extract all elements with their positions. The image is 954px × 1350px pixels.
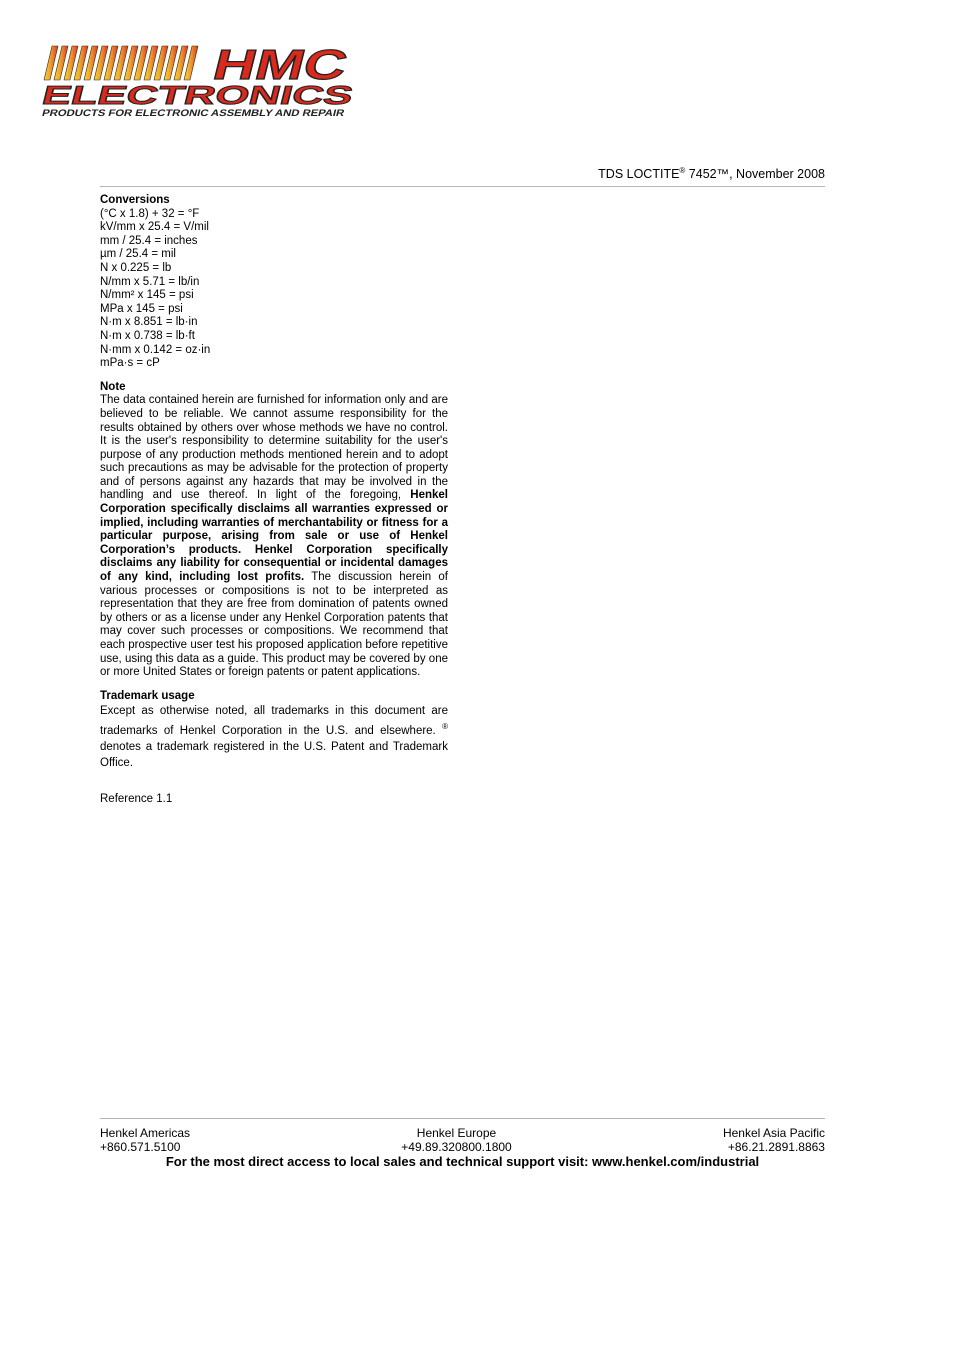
americas-phone: +860.571.5100 xyxy=(100,1140,181,1154)
footer-asia xyxy=(723,1126,825,1154)
note-heading: Note xyxy=(100,380,126,393)
note-disclaimer: Henkel Corporation specifically disclaims all warranties expressed or implied, including warranties of merchantability or fitness for a particular purpose, arising from sale or use of Henkel Corporation’s products. Henkel Corporation specifically disclaims any liability for consequential or incidental damages of any kind, including lost profits. xyxy=(100,489,448,584)
asia-name: Henkel Asia Pacific xyxy=(722,1126,825,1140)
europe-name: Henkel Europe xyxy=(416,1126,497,1140)
logo-stripes xyxy=(44,46,198,80)
conversion-line: N/mm² x 145 = psi xyxy=(100,289,194,302)
europe-phone: +49.89.320800.1800 xyxy=(401,1140,512,1154)
note-text-1: The data contained herein are furnished for information only and are believed to be reliable. We cannot assume responsibility for the results obtained by others over whose methods we have no control. It is the user's responsibility to determine suitability for the user's purpose of any production methods mentioned herein and to adopt such precautions as may be advisable for the protection of property and of persons against any hazards that may be involved in the handling and use thereof. In light of the foregoing, xyxy=(100,394,448,502)
trademark-heading: Trademark usage xyxy=(100,689,195,702)
document-header xyxy=(100,166,825,181)
conversion-line: µm / 25.4 = mil xyxy=(100,248,176,261)
svg-text:HMC: HMC xyxy=(208,42,316,89)
conversion-line: (°C x 1.8) + 32 = °F xyxy=(100,207,200,220)
note-body xyxy=(100,394,448,679)
conversion-line: N·m x 8.851 = lb·in xyxy=(100,316,198,329)
trademark-text-2: denotes a trademark registered in the U.S. Patent and Trademark Office. xyxy=(100,741,448,770)
conversion-line: N/mm x 5.71 = lb/in xyxy=(100,275,200,288)
logo-graphic xyxy=(42,42,366,118)
conversion-line: N x 0.225 = lb xyxy=(100,261,172,274)
conversions-list xyxy=(100,208,448,371)
conversion-line: N·m x 0.738 = lb·ft xyxy=(100,329,195,342)
hmc-electronics-logo xyxy=(42,42,366,118)
registered-mark: ® xyxy=(679,166,686,175)
support-line: For the most direct access to local sales and technical support visit: www.henkel.com/industrial xyxy=(165,1154,760,1169)
content-column xyxy=(100,194,448,807)
conversion-line: mPa·s = cP xyxy=(100,357,160,370)
conversion-line: N·mm x 0.142 = oz·in xyxy=(100,343,211,356)
page-footer xyxy=(100,1126,825,1169)
svg-text:PRODUCTS FOR ELECTRONIC ASSEMB: PRODUCTS FOR ELECTRONIC ASSEMBLY AND REPAIR xyxy=(42,108,299,118)
trademark-body xyxy=(100,703,448,771)
conversion-line: mm / 25.4 = inches xyxy=(100,234,198,247)
header-divider xyxy=(100,186,825,187)
footer-divider xyxy=(100,1118,825,1119)
tds-suffix: 7452™, November 2008 xyxy=(685,167,825,182)
conversion-line: MPa x 145 = psi xyxy=(100,302,183,315)
footer-europe xyxy=(401,1126,511,1154)
reference-number: Reference 1.1 xyxy=(100,793,173,806)
asia-phone: +86.21.2891.8863 xyxy=(727,1140,825,1154)
registered-mark: ® xyxy=(442,722,448,732)
svg-text:ELECTRONICS: ELECTRONICS xyxy=(42,80,233,110)
conversion-line: kV/mm x 25.4 = V/mil xyxy=(100,221,209,234)
tds-prefix: TDS LOCTITE xyxy=(598,167,680,182)
conversions-heading: Conversions xyxy=(100,194,170,206)
footer-americas xyxy=(100,1126,190,1154)
americas-name: Henkel Americas xyxy=(100,1126,191,1140)
note-text-2: The discussion herein of various processes or compositions is not to be interpreted as representation that they are free from domination of patents owned by others or as a license under any Henkel Corporation patents that may cover such processes or compositions. We recommend that each prospective user test his proposed application before repetitive use, using this data as a guide. This product may be covered by one or more United States or foreign patents or patent applications. xyxy=(100,571,449,679)
trademark-text-1: Except as otherwise noted, all trademarks in this document are trademarks of Henkel Corporation in the U.S. and elsewhere. xyxy=(100,705,448,738)
